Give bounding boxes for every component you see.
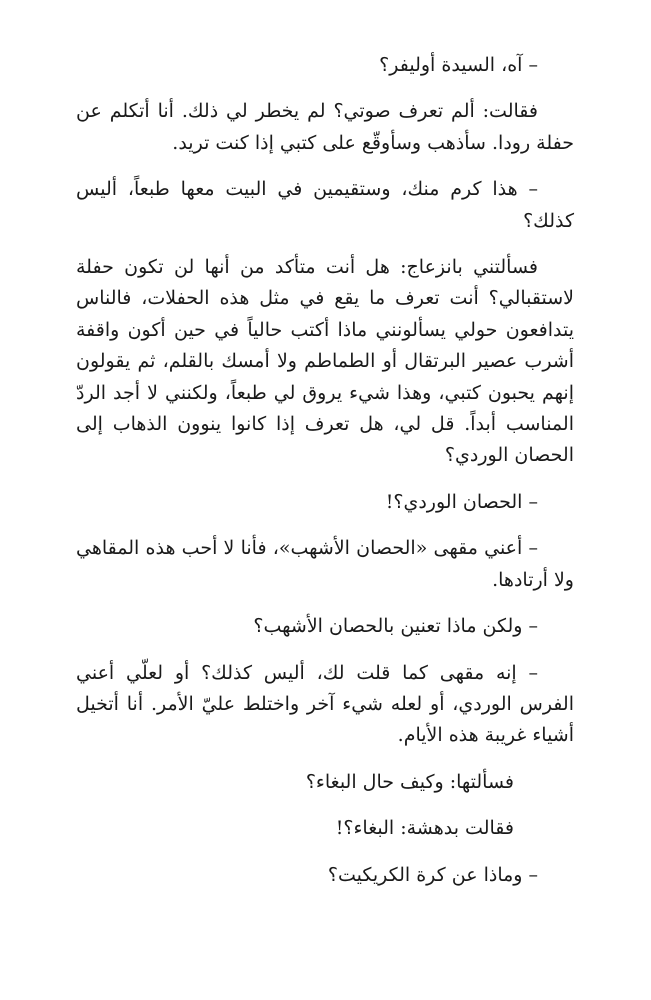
dialogue-line: – آه، السيدة أوليفر؟ [379, 54, 538, 76]
dialogue-line: – الحصان الوردي؟! [385, 490, 538, 513]
dialogue-line: – إنه مقهى كما قلت لك، أليس كذلك؟ أو لعلّي أعني الفرس الوردي، أو لعله شيء آخر واختلط عليّ الأمر. أنا أتخيل أشياء غريبة هذه الأيام. [76, 661, 574, 747]
narration-paragraph: فقالت: ألم تعرف صوتي؟ لم يخطر لي ذلك. أنا أتكلم عن حفلة رودا. سأذهب وسأوقّع على كتبي إذا كنت تريد. [76, 100, 574, 154]
book-page [76, 50, 574, 906]
dialogue-line: – ولكن ماذا تعنين بالحصان الأشهب؟ [253, 615, 538, 638]
dialogue-line: – هذا كرم منك، وستقيمين في البيت معها طبعاً، أليس كذلك؟ [76, 178, 574, 232]
narration-paragraph: فسألتني بانزعاج: هل أنت متأكد من أنها لن تكون حفلة لاستقبالي؟ أنت تعرف ما يقع في مثل هذه الحفلات، فالناس يتدافعون حولي يسألونني ماذا أكتب حالياً في حين أكون واقفة أشرب عصير البرتقال أو الطماطم ولا أمسك بالقلم، ثم يقولون إنهم يحبون كتبي، وهذا شيء يروق لي طبعاً، ولكنني لا أجد الردّ المناسب أبداً. قل لي، هل تعرف إذا كانوا ينوون الذهاب إلى الحصان الوردي؟ [76, 256, 574, 467]
dialogue-line: – وماذا عن كرة الكريكيت؟ [327, 863, 538, 886]
narration-paragraph: فقالت بدهشة: البغاء؟! [335, 817, 514, 840]
dialogue-line: – أعني مقهى «الحصان الأشهب»، فأنا لا أحب هذه المقاهي ولا أرتادها. [76, 537, 574, 591]
narration-paragraph: فسألتها: وكيف حال البغاء؟ [305, 770, 514, 793]
